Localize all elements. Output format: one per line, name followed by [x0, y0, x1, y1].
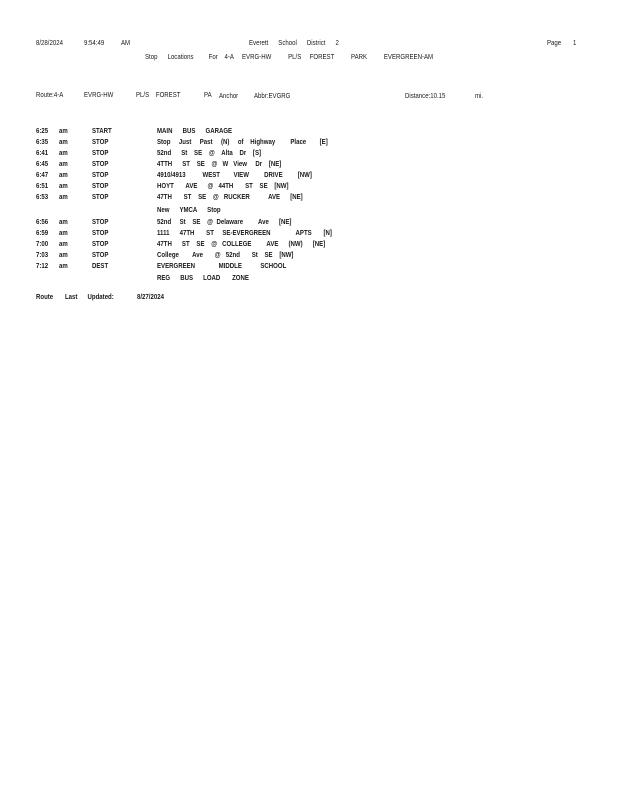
report-date: 8/28/2024 — [36, 38, 63, 47]
district-title: Everett School District 2 — [249, 38, 339, 47]
route-anchor: Anchor — [219, 91, 239, 100]
stop-location: 47TH ST SE @ RUCKER AVE [NE] — [157, 192, 303, 201]
stop-type: STOP — [92, 228, 109, 237]
distance-unit: mi. — [475, 91, 484, 100]
stop-ampm: am — [59, 159, 68, 168]
stop-time: 6:59 — [36, 228, 49, 237]
last-updated-date: 8/27/2024 — [137, 292, 164, 301]
stop-time: 6:35 — [36, 137, 49, 146]
route-pa: PA — [204, 90, 212, 99]
route-id: Route:4-A — [36, 90, 64, 99]
stop-type: STOP — [92, 181, 109, 190]
stop-location: College Ave @ 52nd St SE [NW] — [157, 250, 294, 259]
stop-ampm: am — [59, 148, 68, 157]
stop-type: STOP — [92, 170, 109, 179]
stop-ampm: am — [59, 126, 68, 135]
stop-type: STOP — [92, 217, 109, 226]
stop-location: HOYT AVE @ 44TH ST SE [NW] — [157, 181, 289, 190]
stop-location: 52nd St SE @ Alta Dr [S] — [157, 148, 262, 157]
stop-time: 6:56 — [36, 217, 49, 226]
stop-time: 7:12 — [36, 261, 49, 270]
stop-ampm: am — [59, 192, 68, 201]
stop-time: 7:00 — [36, 239, 49, 248]
stop-time: 7:03 — [36, 250, 49, 259]
stop-time: 6:53 — [36, 192, 49, 201]
stop-time: 6:25 — [36, 126, 49, 135]
page-number: 1 — [573, 38, 577, 47]
route-abbr: Abbr:EVGRG — [254, 91, 291, 100]
stop-location: Stop Just Past (N) of Highway Place [E] — [157, 137, 328, 146]
stop-type: STOP — [92, 137, 109, 146]
stop-location: EVERGREEN MIDDLE SCHOOL — [157, 261, 287, 270]
stop-ampm: am — [59, 228, 68, 237]
route-code: EVRG-HW — [84, 90, 114, 99]
stop-location: 4910/4913 WEST VIEW DRIVE [NW] — [157, 170, 312, 179]
stop-location: 4TTH ST SE @ W View Dr [NE] — [157, 159, 282, 168]
stop-location: 52nd St SE @ Delaware Ave [NE] — [157, 217, 292, 226]
stop-type: START — [92, 126, 112, 135]
stop-time: 6:45 — [36, 159, 49, 168]
stop-ampm: am — [59, 181, 68, 190]
report-subtitle: Stop Locations For 4-A EVRG-HW PL/S FOREST PARK EVERGREEN-AM — [145, 52, 434, 61]
route-pls-forest: PL/S FOREST — [136, 90, 181, 99]
stop-type: STOP — [92, 159, 109, 168]
page-label: Page — [547, 38, 562, 47]
stop-ampm: am — [59, 239, 68, 248]
stop-location: 1111 47TH ST SE-EVERGREEN APTS [N] — [157, 228, 332, 237]
last-updated-label: Route Last Updated: — [36, 292, 114, 301]
stop-type: STOP — [92, 148, 109, 157]
stop-type: STOP — [92, 192, 109, 201]
stop-type: STOP — [92, 239, 109, 248]
stop-type: STOP — [92, 250, 109, 259]
stop-ampm: am — [59, 250, 68, 259]
report-ampm: AM — [121, 38, 131, 47]
route-distance: Distance:10.15 — [405, 91, 446, 100]
stop-ampm: am — [59, 137, 68, 146]
stop-time: 6:51 — [36, 181, 49, 190]
stop-ampm: am — [59, 261, 68, 270]
stop-time: 6:47 — [36, 170, 49, 179]
stop-type: DEST — [92, 261, 109, 270]
stop-ampm: am — [59, 170, 68, 179]
stop-time: 6:41 — [36, 148, 49, 157]
stop-location-note: New YMCA Stop — [157, 205, 221, 214]
report-time: 9:54:49 — [84, 38, 105, 47]
stop-location: MAIN BUS GARAGE — [157, 126, 233, 135]
stop-location-note: REG BUS LOAD ZONE — [157, 273, 249, 282]
stop-location: 47TH ST SE @ COLLEGE AVE (NW) [NE] — [157, 239, 326, 248]
stop-ampm: am — [59, 217, 68, 226]
